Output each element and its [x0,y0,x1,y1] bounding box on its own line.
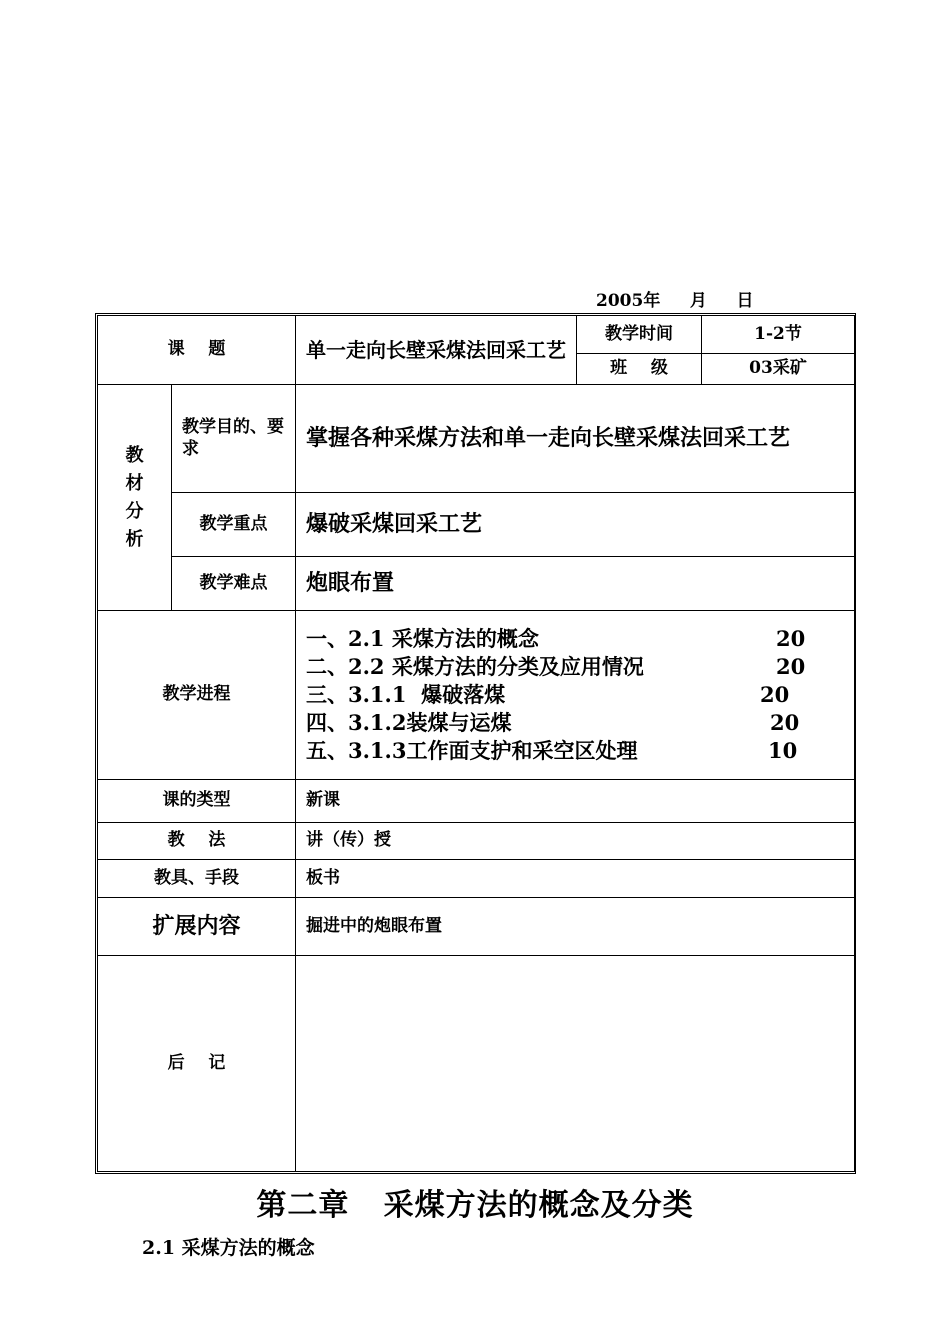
extension-label: 扩展内容 [98,898,296,956]
date-line: 2005年 月 日 [596,291,754,311]
notes-value [296,956,855,1172]
process-item [306,737,854,765]
key-label: 教学重点 [172,493,296,557]
difficulty-value: 炮眼布置 [296,557,855,611]
notes-label: 后 记 [98,956,296,1172]
extension-value: 掘进中的炮眼布置 [296,898,855,956]
difficulty-label: 教学难点 [172,557,296,611]
analysis-char: 析 [125,528,144,550]
process-item-minutes: 20 [760,681,790,707]
process-item [306,625,854,653]
process-item-text: 二、2.2 采煤方法的分类及应用情况 [306,653,644,679]
process-list [296,611,855,780]
process-label: 教学进程 [98,611,296,780]
process-item-text: 一、2.1 采煤方法的概念 [306,625,539,651]
analysis-char: 分 [125,500,144,522]
analysis-char: 材 [125,472,144,494]
analysis-label [98,385,172,611]
process-item-minutes: 20 [776,625,806,651]
process-item [306,709,854,737]
method-label: 教 法 [98,823,296,860]
tools-value: 板书 [296,860,855,898]
type-value: 新课 [296,780,855,823]
topic-label: 课 题 [98,316,296,385]
section-title: 2.1 采煤方法的概念 [142,1237,315,1259]
process-item [306,653,854,681]
process-item-text: 四、3.1.2装煤与运煤 [306,709,512,735]
process-item-minutes: 20 [770,709,800,735]
analysis-char: 教 [125,444,144,466]
lesson-plan-table [97,315,855,1172]
method-value: 讲（传）授 [296,823,855,860]
time-label: 教学时间 [577,316,702,354]
goals-label: 教学目的、要求 [172,385,296,493]
process-item-minutes: 10 [768,737,798,763]
process-item-text: 三、3.1.1 爆破落煤 [306,681,506,707]
topic-value: 单一走向长壁采煤法回采工艺 [296,316,577,385]
chapter-title: 第二章 采煤方法的概念及分类 [256,1188,694,1223]
tools-label: 教具、手段 [98,860,296,898]
class-label: 班 级 [577,354,702,385]
class-value: 03采矿 [702,354,855,385]
key-value: 爆破采煤回采工艺 [296,493,855,557]
process-item-minutes: 20 [776,653,806,679]
process-item-text: 五、3.1.3工作面支护和采空区处理 [306,737,638,763]
time-value: 1-2节 [702,316,855,354]
process-item [306,681,854,709]
goals-value: 掌握各种采煤方法和单一走向长壁采煤法回采工艺 [296,385,855,493]
type-label: 课的类型 [98,780,296,823]
